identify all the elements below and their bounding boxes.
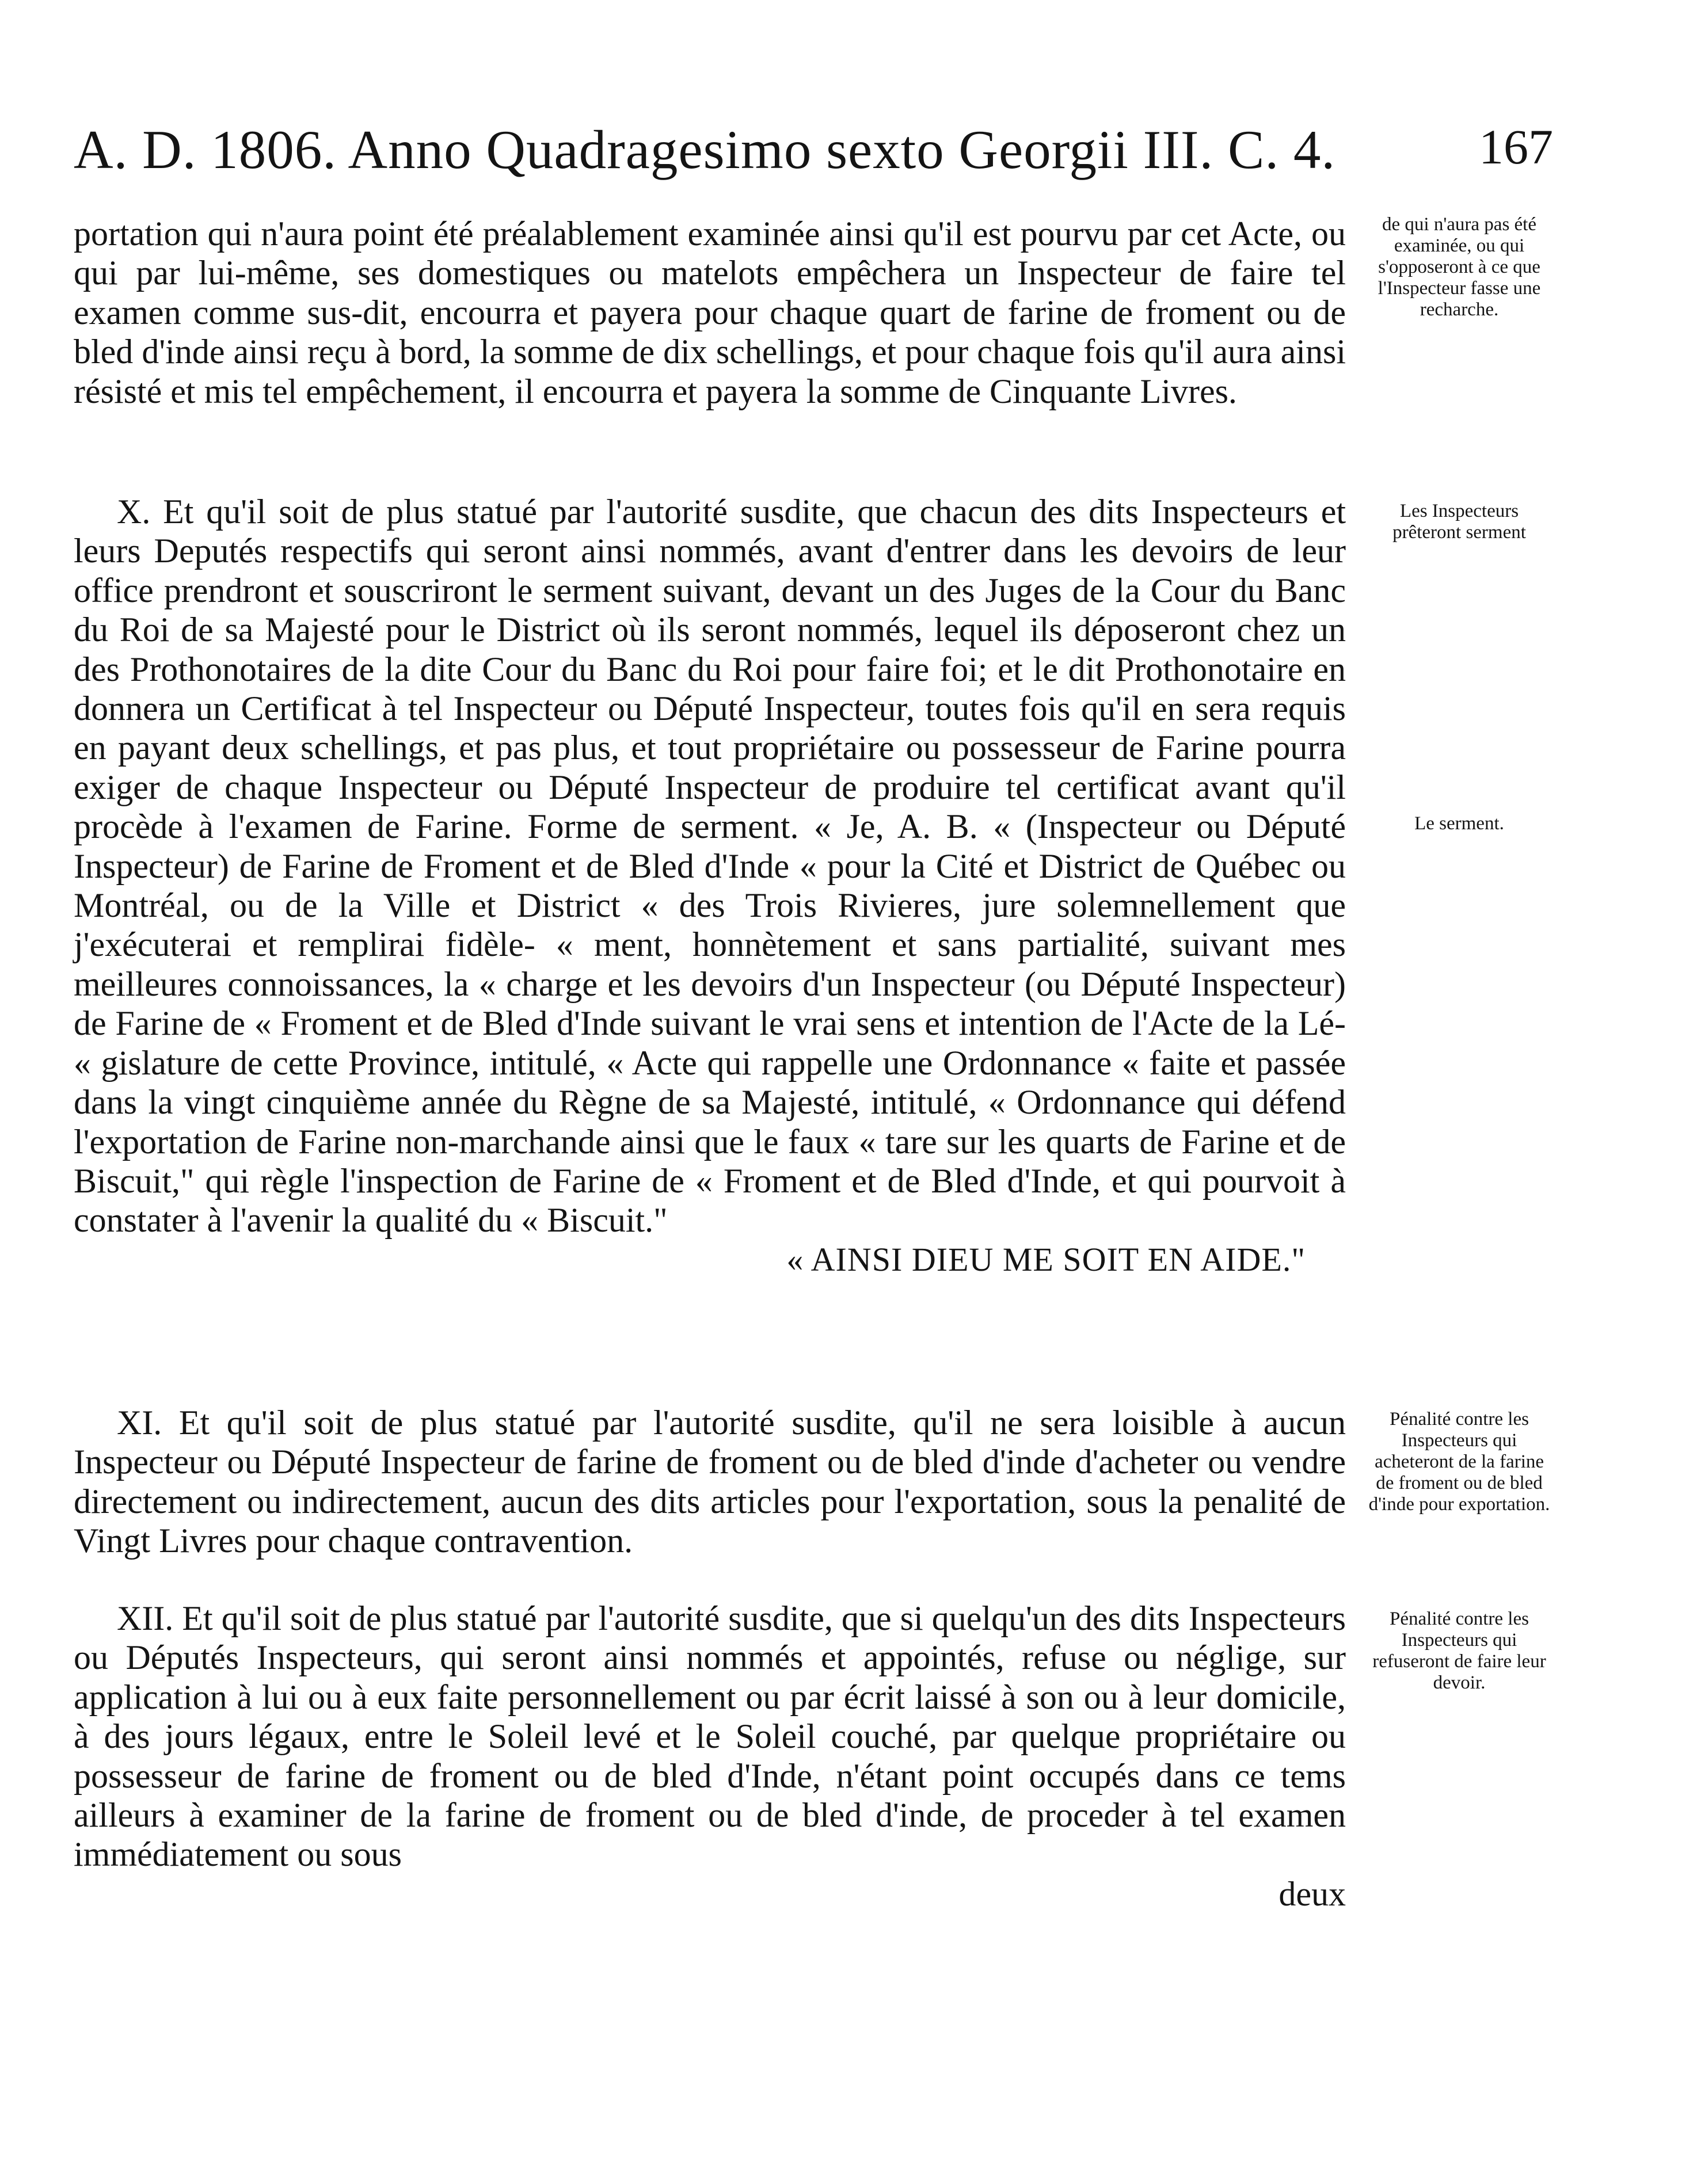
section-xi-text: XI. Et qu'il soit de plus statué par l'autorité susdite, qu'il ne sera loisible à aucun Inspecteur ou Député Inspecteur de farine de froment ou de bled d'inde d'acheter ou vendre directement ou indirectement, aucun des dits articles pour l'exportation, sous la penalité de Vingt Livres pour chaque contravention.: [74, 1404, 1346, 1560]
section-xi: [74, 1403, 1346, 1561]
section-xii: [74, 1599, 1346, 1914]
margin-note-serment: Le serment.: [1414, 813, 1504, 834]
page-header: [74, 118, 1553, 193]
margin-note-oath: Les Inspecteurs prêteront serment: [1392, 501, 1526, 543]
running-title: A. D. 1806. Anno Quadragesimo sexto Georgii III. C. 4.: [74, 119, 1336, 180]
margin-note-penalty-refusal: Pénalité contre les Inspecteurs qui refuseront de faire leur devoir.: [1372, 1609, 1546, 1693]
margin-note-penalty-buying: Pénalité contre les Inspecteurs qui acheteront de la farine de froment ou de bled d'inde pour exportation.: [1368, 1409, 1550, 1515]
paragraph-continued-text: portation qui n'aura point été préalablement examinée ainsi qu'il est pourvu par cet Acte, ou qui par lui-même, ses domestiques ou matelots empêchera un Inspecteur de faire tel examen comme sus-dit, encourra et payera pour chaque quart de farine de froment ou de bled d'inde ainsi reçu à bord, la somme de dix schellings, et pour chaque fois qu'il aura ainsi résisté et mis tel empêchement, il encourra et payera la somme de Cinquante Livres.: [74, 215, 1346, 410]
section-xii-text: XII. Et qu'il soit de plus statué par l'autorité susdite, que si quelqu'un des dits Inspecteurs ou Députés Inspecteurs, qui seront ainsi nommés et appointés, refuse ou néglige, sur application à lui ou à eux faite personnellement ou par écrit laissé à son ou à leur domicile, à des jours légaux, entre le Soleil levé et le Soleil couché, par quelque propriétaire ou possesseur de farine de froment ou de bled d'Inde, n'étant point occupés dans ce tems ailleurs à examiner de la farine de froment ou de bled d'inde, de proceder à tel examen immédiatement ou sous: [74, 1599, 1346, 1874]
margin-note-refusal: de qui n'aura pas été examinée, ou qui s'opposeront à ce que l'Inspecteur fasse une recharche.: [1378, 214, 1541, 320]
oath-closing: « AINSI DIEU ME SOIT EN AIDE.": [786, 1240, 1306, 1278]
section-x-text: X. Et qu'il soit de plus statué par l'autorité susdite, que chacun des dits Inspecteurs et leurs Deputés respectifs qui seront ainsi nommés, avant d'entrer dans les devoirs de leur office prendront et souscriront le serment suivant, devant un des Juges de la Cour du Banc du Roi de sa Majesté pour le District où ils seront nommés, lequel ils déposeront chez un des Prothonotaires de la dite Cour du Banc du Roi pour faire foi; et le dit Prothonotaire en donnera un Certificat à tel Inspecteur ou Député Inspecteur, toutes fois qu'il en sera requis en payant deux schellings, et pas plus, et tout propriétaire ou possesseur de Farine pourra exiger de chaque Inspecteur ou Député Inspecteur de produire tel certificat avant qu'il procède à l'examen de Farine. Forme de serment. « Je, A. B. « (Inspecteur ou Député Inspecteur) de Farine de Froment et de Bled d'Inde « pour la Cité et District de Québec ou Montréal, ou de la Ville et District « des Trois Rivieres, jure solemnellement que j'exécuterai et remplirai fidèle- « ment, honnètement et sans partialité, suivant mes meilleures connoissances, la « charge et les devoirs d'un Inspecteur (ou Député Inspecteur) de Farine de « Froment et de Bled d'Inde suivant le vrai sens et intention de l'Acte de la Lé- « gislature de cette Province, intitulé, « Acte qui rappelle une Ordonnance « faite et passée dans la vingt cinquième année du Règne de sa Majesté, intitulé, « Ordonnance qui défend l'exportation de Farine non-marchande ainsi que le faux « tare sur les quarts de Farine et de Biscuit," qui règle l'inspection de Farine de « Froment et de Bled d'Inde, et qui pourvoit à constater à l'avenir la qualité du « Biscuit.": [74, 493, 1346, 1240]
page-number: 167: [1479, 119, 1553, 174]
paragraph-continued: [74, 214, 1346, 411]
section-x: [74, 492, 1346, 1279]
catchword: deux: [1279, 1874, 1346, 1913]
